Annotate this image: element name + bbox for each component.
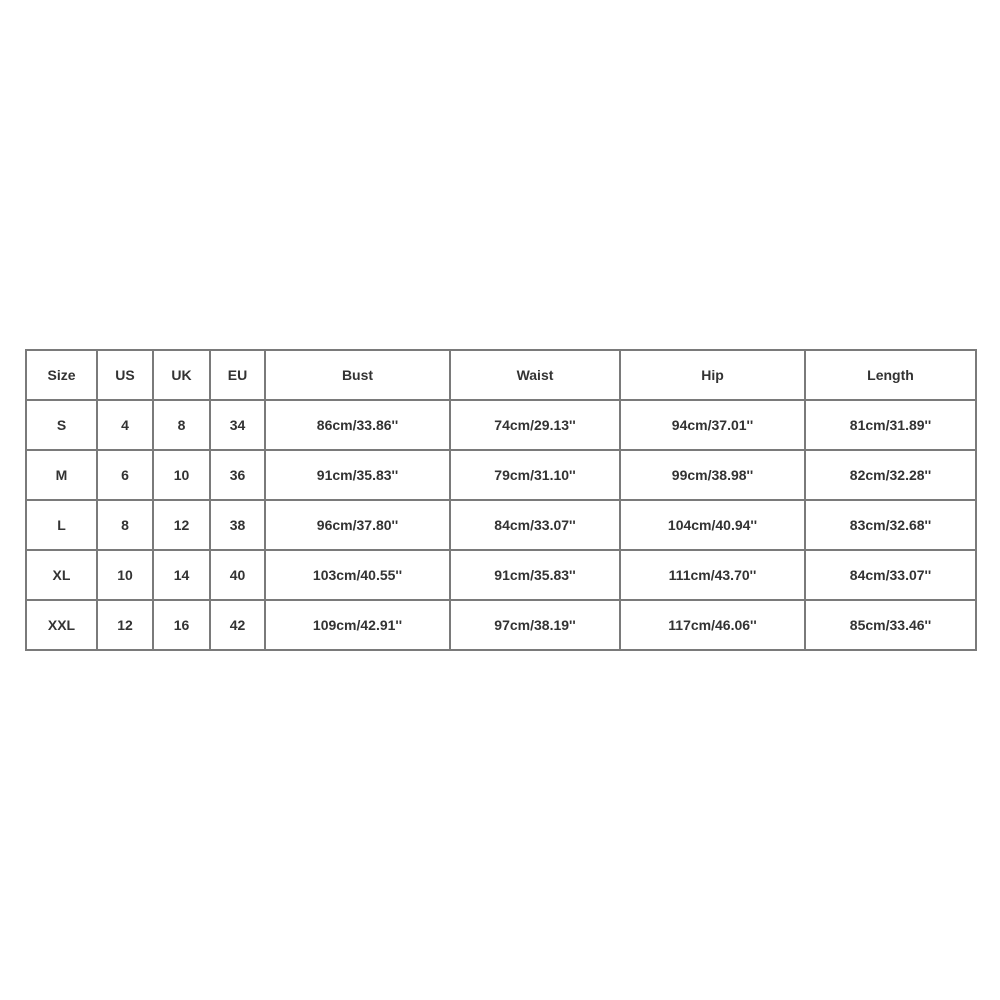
cell-size: XXL	[26, 600, 97, 650]
cell-size: XL	[26, 550, 97, 600]
header-cell-bust: Bust	[265, 350, 450, 400]
cell-eu: 38	[210, 500, 265, 550]
cell-uk: 10	[153, 450, 210, 500]
header-cell-length: Length	[805, 350, 976, 400]
cell-bust: 91cm/35.83''	[265, 450, 450, 500]
cell-bust: 86cm/33.86''	[265, 400, 450, 450]
header-cell-us: US	[97, 350, 153, 400]
cell-eu: 36	[210, 450, 265, 500]
cell-size: L	[26, 500, 97, 550]
cell-uk: 16	[153, 600, 210, 650]
cell-eu: 42	[210, 600, 265, 650]
cell-hip: 111cm/43.70''	[620, 550, 805, 600]
cell-length: 81cm/31.89''	[805, 400, 976, 450]
cell-uk: 12	[153, 500, 210, 550]
cell-us: 10	[97, 550, 153, 600]
cell-bust: 96cm/37.80''	[265, 500, 450, 550]
table-row	[26, 400, 976, 450]
cell-bust: 103cm/40.55''	[265, 550, 450, 600]
table-row	[26, 600, 976, 650]
cell-waist: 84cm/33.07''	[450, 500, 620, 550]
cell-us: 6	[97, 450, 153, 500]
cell-length: 83cm/32.68''	[805, 500, 976, 550]
cell-hip: 94cm/37.01''	[620, 400, 805, 450]
cell-hip: 99cm/38.98''	[620, 450, 805, 500]
header-cell-waist: Waist	[450, 350, 620, 400]
cell-waist: 79cm/31.10''	[450, 450, 620, 500]
cell-uk: 14	[153, 550, 210, 600]
cell-us: 12	[97, 600, 153, 650]
cell-us: 8	[97, 500, 153, 550]
cell-bust: 109cm/42.91''	[265, 600, 450, 650]
table-row	[26, 550, 976, 600]
header-cell-size: Size	[26, 350, 97, 400]
cell-us: 4	[97, 400, 153, 450]
cell-waist: 91cm/35.83''	[450, 550, 620, 600]
header-cell-uk: UK	[153, 350, 210, 400]
cell-waist: 74cm/29.13''	[450, 400, 620, 450]
header-row	[26, 350, 976, 400]
cell-length: 84cm/33.07''	[805, 550, 976, 600]
cell-eu: 40	[210, 550, 265, 600]
header-cell-eu: EU	[210, 350, 265, 400]
cell-size: M	[26, 450, 97, 500]
table-row	[26, 450, 976, 500]
cell-hip: 104cm/40.94''	[620, 500, 805, 550]
cell-hip: 117cm/46.06''	[620, 600, 805, 650]
cell-eu: 34	[210, 400, 265, 450]
header-cell-hip: Hip	[620, 350, 805, 400]
size-chart-table	[25, 349, 977, 651]
cell-uk: 8	[153, 400, 210, 450]
cell-size: S	[26, 400, 97, 450]
cell-length: 82cm/32.28''	[805, 450, 976, 500]
cell-waist: 97cm/38.19''	[450, 600, 620, 650]
cell-length: 85cm/33.46''	[805, 600, 976, 650]
table-row	[26, 500, 976, 550]
